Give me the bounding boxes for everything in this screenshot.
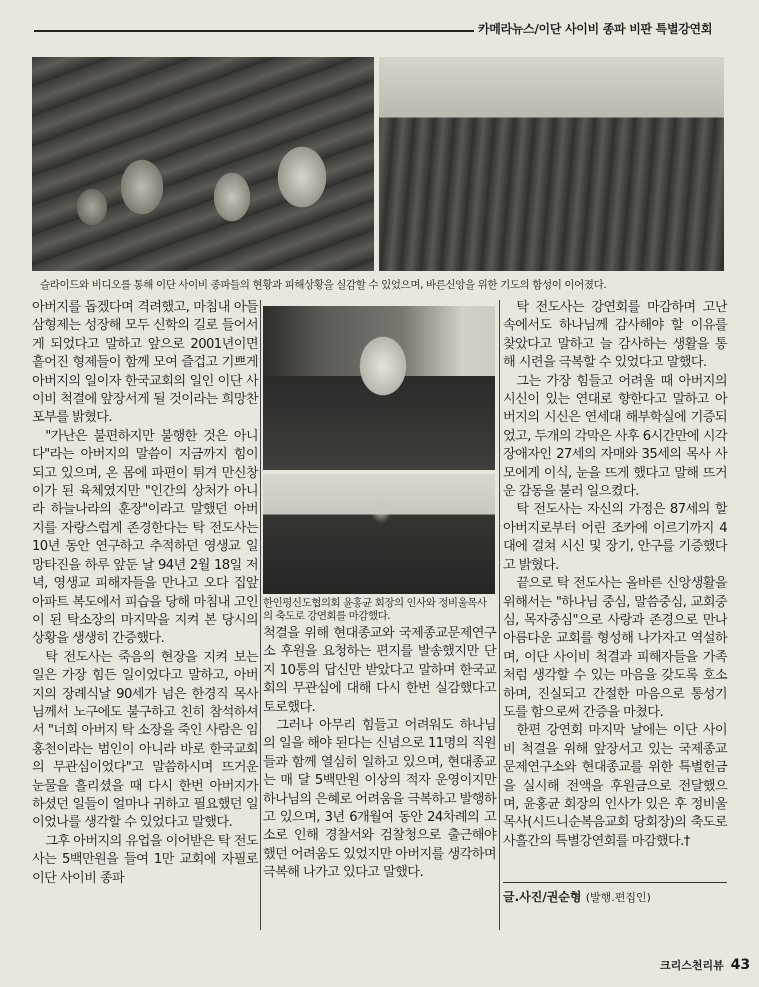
page-number: 43 [730,957,751,973]
paragraph: "가난은 불편하지만 불행한 것은 아니다"라는 아버지의 말씀이 지금까지 힘이 되고 있으며, 온 몸에 파편이 튀겨 만신창이가 된 육체였지만 "인간의 상처가 아니라 하늘나라의 훈장"이라고 말했던 아버지를 자랑스럽게 존경한다는 탁 전도사는 10년 동안 연구하고 추적하던 영생교 일망타진을 하루 앞둔 날 94년 2월 18일 저녁, 영생교 피해자들을 만나고 오다 집앞 아파트 복도에서 피습을 당해 마침내 고인이 된 탁소장의 마지막을 지켜 본 당시의 상황을 생생히 간증했다. [32,428,258,647]
publication-name: 크리스천리뷰 [660,959,724,972]
photo-speaker-portrait [263,306,495,470]
paragraph: 끝으로 탁 전도사는 올바른 신앙생활을 위해서는 "하나님 중심, 말씀중심, 교회중심, 목자중심"으로 사랑과 존경으로 만나 아름다운 교회를 형성해 나가자고 역설하며, 이단 사이비 척결과 피해자들을 가족처럼 생각할 수 있는 마음을 갖도록 호소하며, 진실되고 간절한 마음으로 통성기도를 함으로써 간증을 마쳤다. [503,576,727,720]
photo-pulpit-benediction [263,474,495,594]
article-column-middle [263,625,496,883]
paragraph: 척결을 위해 현대종교와 국제종교문제연구소 후원을 요청하는 편지를 발송했지만 단지 10통의 답신만 받았다고 말하며 한국교회의 무관심에 대해 다시 한번 실감했다고 토로했다. [263,626,496,715]
credit-role: (발행.편집인) [585,891,651,904]
column-divider [499,300,500,930]
top-photo-caption: 슬라이드와 비디오를 통해 이단 사이비 종파들의 현황과 피해상황을 실감할 수 있었으며, 바른신앙을 위한 기도의 함성이 이어졌다. [40,279,607,291]
article-column-left [32,299,258,888]
middle-photo-caption: 한인평신도협의회 윤홍균 회장의 인사와 정비울목사의 축도로 강연회를 마감했다. [263,597,487,622]
paragraph: 탁 전도사는 자신의 가정은 87세의 할아버지로부터 어린 조카에 이르기까지 4대에 걸쳐 시신 및 장기, 안구를 기증했다고 밝혔다. [503,502,727,573]
credit-rule [503,882,727,883]
section-header: 카메라뉴스/이단 사이비 종파 비판 특별강연회 [478,22,713,36]
paragraph: 아버지를 돕겠다며 격려했고, 마침내 아들 삼형제는 성장해 모두 신학의 길로 들어서게 되었다고 말하고 앞으로 2001년이면 흩어진 형제들이 함께 모여 즐겁고 기쁘게 아버지의 일이자 한국교회의 일인 이단 사이비 척결에 앞장서게 될 것이라는 희망찬 포부를 밝혔다. [32,300,258,426]
article-column-right [503,299,727,851]
paragraph: 탁 전도사는 죽음의 현장을 지켜 보는 일은 가장 힘든 일이었다고 말하고, 아버지의 장례식날 90세가 넘은 한경직 목사님께서 노구에도 불구하고 친히 참석하셔서 "너희 아버지 탁 소장을 죽인 사람은 임홍천이라는 범인이 아니라 바로 한국교회의 무관심이었다"고 말씀하시며 뜨거운 눈물을 흘리셨을 때 다시 한번 아버지가 하셨던 일들이 얼마나 귀하고 필요했던 일이었나를 생각할 수 있었다고 말했다. [32,649,258,831]
page-footer [660,957,750,973]
paragraph: 그는 가장 힘들고 어려울 때 아버지의 시신이 있는 연대로 향한다고 말하고 아버지의 시신은 연세대 해부학실에 기증되었고, 두개의 각막은 사후 6시간만에 시각장애자인 27세의 자매와 35세의 목사 사모에게 이식, 눈을 뜨게 했다고 말해 뜨거운 감동을 불러 일으켰다. [503,373,727,500]
header-rule [34,30,474,32]
column-divider [260,300,261,930]
photo-audience-prayer [32,57,374,271]
paragraph: 한편 강연회 마지막 날에는 이단 사이비 척결을 위해 앞장서고 있는 국제종교문제연구소와 현대종교를 위한 특별헌금을 실시해 전액을 후원금으로 전달했으며, 윤홍균 회장의 인사가 있은 후 정비울 목사(시드니순복음교회 당회장)의 축도로 사흘간의 특별강연회를 마감했다.† [503,723,727,849]
credit-label: 글.사진/권순형 [503,890,582,904]
author-credit [503,888,651,905]
photo-lecture-hall [379,57,724,271]
paragraph: 탁 전도사는 강연회를 마감하며 고난 속에서도 하나님께 감사해야 할 이유를 찾았다고 말하고 늘 감사하는 생활을 통해 시련을 극복할 수 있었다고 말했다. [503,300,727,371]
paragraph: 그러나 아무리 힘들고 어려워도 하나님의 일을 해야 된다는 신념으로 11명의 직원들과 함께 열심히 일하고 있으며, 현대종교는 매 달 5백만원 이상의 적자 운영이지만 하나님의 은혜로 어려움을 극복하고 발행하고 있으며, 3년 6개월여 동안 24차례의 고소로 인해 경찰서와 검찰청으로 출근해야 했던 어려움도 있었지만 아버지를 생각하며 극복해 나가고 있다고 말했다. [263,718,496,881]
paragraph: 그후 아버지의 유업을 이어받은 탁 전도사는 5백만원을 들여 1만 교회에 자필로 이단 사이비 종파 [32,833,258,886]
